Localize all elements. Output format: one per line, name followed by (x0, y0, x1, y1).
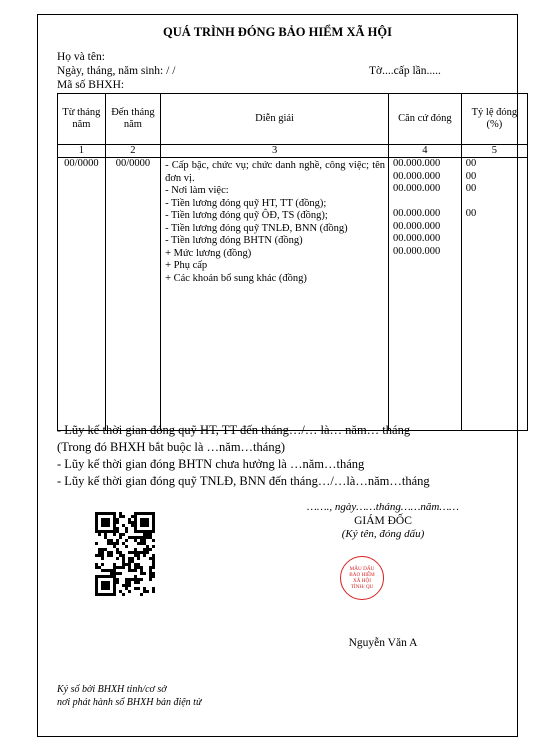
description-line: + Mức lương (đồng) (165, 247, 252, 259)
rate-cell (461, 158, 527, 431)
qr-module (101, 554, 104, 557)
description-line: - Tiền lương đóng quỹ ÔĐ, TS (đồng); (165, 210, 328, 221)
qr-module (134, 551, 137, 554)
signature-instruction: (Ký tên, đóng dấu) (341, 528, 425, 540)
qr-module (140, 593, 143, 596)
qr-module (110, 572, 113, 575)
qr-module (122, 542, 125, 545)
qr-module (125, 584, 128, 587)
qr-module (110, 554, 113, 557)
qr-module (104, 569, 107, 572)
qr-module (134, 578, 137, 581)
qr-module (116, 530, 119, 533)
qr-module (95, 554, 98, 557)
qr-module (140, 536, 143, 539)
qr-module (113, 566, 116, 569)
qr-module (116, 518, 119, 521)
header-from: Từ tháng năm (58, 94, 106, 145)
rate-value: 00 (465, 183, 477, 194)
qr-module (101, 548, 104, 551)
official-stamp (340, 556, 384, 600)
column-number: 4 (389, 145, 462, 158)
rate-value: 00 (465, 170, 477, 182)
qr-finder-core (140, 518, 149, 527)
qr-module (146, 545, 149, 548)
qr-module (137, 536, 140, 539)
qr-module (122, 533, 125, 536)
qr-module (128, 563, 131, 566)
signer-name: Nguyễn Văn A (348, 637, 418, 649)
qr-module (152, 560, 155, 563)
column-number: 1 (58, 145, 106, 158)
header-description: Diễn giải (161, 94, 389, 145)
column-number: 5 (461, 145, 527, 158)
qr-module (107, 569, 110, 572)
qr-module (113, 545, 116, 548)
qr-module (152, 587, 155, 590)
qr-module (128, 518, 131, 521)
qr-module (119, 515, 122, 518)
qr-module (122, 557, 125, 560)
qr-module (134, 575, 137, 578)
qr-module (149, 557, 152, 560)
summary-block (57, 422, 430, 490)
qr-module (152, 575, 155, 578)
qr-module (128, 578, 131, 581)
basis-value: 00.000.000 (393, 170, 441, 182)
qr-module (152, 566, 155, 569)
qr-module (128, 581, 131, 584)
qr-module (149, 533, 152, 536)
qr-module (146, 548, 149, 551)
qr-module (95, 542, 98, 545)
basis-value: 00.000.000 (393, 220, 441, 232)
qr-module (116, 581, 119, 584)
name-label: Họ và tên: (57, 51, 105, 63)
qr-module (110, 569, 113, 572)
qr-module (152, 554, 155, 557)
basis-value: 00.000.000 (393, 158, 441, 169)
dob-label: Ngày, tháng, năm sinh: / / (57, 65, 176, 77)
qr-module (131, 578, 134, 581)
qr-module (137, 542, 140, 545)
rate-value: 00 (465, 208, 477, 219)
basis-value: 00.000.000 (393, 183, 441, 194)
description-line: - Tiền lương đóng quỹ TNLĐ, BNN (đồng) (165, 222, 348, 234)
summary-line: - Lũy kế thời gian đóng BHTN chưa hưởng là …năm…tháng (57, 457, 365, 471)
qr-module (119, 551, 122, 554)
qr-module (143, 539, 146, 542)
qr-module (125, 530, 128, 533)
qr-module (152, 557, 155, 560)
basis-cell (389, 158, 462, 431)
qr-module (131, 515, 134, 518)
document-title: QUÁ TRÌNH ĐÓNG BẢO HIỂM XÃ HỘI (163, 25, 392, 39)
qr-module (152, 539, 155, 542)
qr-module (122, 524, 125, 527)
table-row (58, 158, 528, 431)
qr-module (128, 551, 131, 554)
qr-module (143, 572, 146, 575)
qr-module (116, 557, 119, 560)
table-header-row (58, 94, 528, 145)
qr-module (125, 545, 128, 548)
description-line: + Các khoản bổ sung khác (đồng) (165, 272, 307, 284)
description-cell (161, 158, 389, 431)
qr-module (143, 533, 146, 536)
qr-module (152, 545, 155, 548)
qr-module (107, 551, 110, 554)
from-date: 00/0000 (58, 158, 106, 431)
qr-module (101, 557, 104, 560)
qr-module (116, 521, 119, 524)
basis-value: 00.000.000 (393, 233, 441, 244)
qr-module (95, 563, 98, 566)
qr-finder-core (101, 581, 110, 590)
qr-module (122, 554, 125, 557)
qr-module (137, 566, 140, 569)
qr-module (116, 551, 119, 554)
qr-module (131, 557, 134, 560)
qr-module (137, 587, 140, 590)
summary-line: - Lũy kế thời gian đóng quỹ HT, TT đến tháng…/… là… năm… tháng (57, 423, 411, 437)
qr-module (137, 578, 140, 581)
qr-module (149, 578, 152, 581)
contribution-table (57, 93, 528, 431)
qr-module (146, 551, 149, 554)
summary-line: - Lũy kế thời gian đóng quỹ TNLĐ, BNN đến tháng…/…là…năm…tháng (57, 474, 430, 488)
signature-role: GIÁM ĐỐC (354, 515, 412, 527)
qr-module (140, 542, 143, 545)
footer-line-1: Ký số bởi BHXH tỉnh/cơ sở (57, 684, 167, 695)
qr-module (143, 587, 146, 590)
footer-line-2: nơi phát hành sổ BHXH bản điện tử (57, 697, 202, 708)
qr-module (95, 566, 98, 569)
qr-module (128, 557, 131, 560)
qr-module (128, 536, 131, 539)
column-number: 2 (105, 145, 160, 158)
summary-line: (Trong đó BHXH bắt buộc là …năm…tháng) (57, 440, 285, 454)
qr-module (137, 557, 140, 560)
qr-module (119, 536, 122, 539)
qr-module (149, 575, 152, 578)
qr-module (152, 572, 155, 575)
qr-module (125, 563, 128, 566)
qr-module (143, 536, 146, 539)
qr-module (119, 566, 122, 569)
basis-value: 00.000.000 (393, 245, 441, 257)
qr-module (125, 578, 128, 581)
qr-module (143, 551, 146, 554)
qr-module (125, 587, 128, 590)
qr-module (134, 536, 137, 539)
qr-module (146, 590, 149, 593)
header-basis: Căn cứ đóng (389, 94, 462, 145)
qr-module (128, 584, 131, 587)
document-page (37, 14, 518, 737)
qr-module (101, 551, 104, 554)
qr-module (149, 536, 152, 539)
qr-module (101, 569, 104, 572)
qr-module (119, 533, 122, 536)
rate-value: 00 (465, 158, 477, 169)
qr-module (134, 587, 137, 590)
qr-module (104, 548, 107, 551)
qr-module (113, 533, 116, 536)
qr-module (116, 566, 119, 569)
qr-module (125, 527, 128, 530)
qr-module (137, 581, 140, 584)
qr-module (113, 572, 116, 575)
qr-module (134, 539, 137, 542)
qr-module (149, 566, 152, 569)
qr-module (122, 584, 125, 587)
qr-module (107, 542, 110, 545)
qr-module (149, 569, 152, 572)
qr-module (128, 560, 131, 563)
qr-module (119, 512, 122, 515)
qr-module (128, 590, 131, 593)
qr-module (152, 590, 155, 593)
qr-module (119, 590, 122, 593)
qr-module (131, 560, 134, 563)
qr-module (98, 551, 101, 554)
qr-module (134, 554, 137, 557)
description-line: + Phụ cấp (165, 260, 208, 271)
qr-module (101, 563, 104, 566)
qr-module (122, 566, 125, 569)
qr-module (134, 569, 137, 572)
qr-module (128, 521, 131, 524)
qr-module (131, 524, 134, 527)
qr-module (104, 533, 107, 536)
qr-module (140, 539, 143, 542)
qr-module (98, 554, 101, 557)
bhxh-label: Mã số BHXH: (57, 79, 125, 91)
qr-module (125, 539, 128, 542)
description-line: - Cấp bậc, chức vụ; chức danh nghề, công việc; tên đơn vị. (165, 160, 386, 184)
qr-module (116, 578, 119, 581)
description-line: - Nơi làm việc: (165, 185, 229, 196)
qr-module (116, 548, 119, 551)
qr-module (128, 566, 131, 569)
column-number: 3 (161, 145, 389, 158)
qr-module (152, 563, 155, 566)
qr-module (119, 572, 122, 575)
qr-module (113, 563, 116, 566)
qr-module (98, 566, 101, 569)
qr-module (137, 554, 140, 557)
qr-module (122, 560, 125, 563)
qr-module (134, 563, 137, 566)
qr-module (143, 542, 146, 545)
qr-module (140, 551, 143, 554)
qr-module (134, 548, 137, 551)
qr-module (107, 539, 110, 542)
qr-module (107, 554, 110, 557)
qr-module (143, 554, 146, 557)
qr-module (143, 548, 146, 551)
description-line: - Tiền lương đóng quỹ HT, TT (đồng); (165, 197, 327, 209)
qr-module (98, 533, 101, 536)
qr-module (137, 551, 140, 554)
to-date: 00/0000 (105, 158, 160, 431)
qr-module (134, 581, 137, 584)
qr-module (131, 536, 134, 539)
sheet-label: Tờ....cấp lần..... (369, 65, 441, 77)
qr-module (140, 578, 143, 581)
qr-module (104, 536, 107, 539)
qr-module (122, 563, 125, 566)
qr-finder-core (101, 518, 110, 527)
qr-module (134, 566, 137, 569)
qr-module (143, 590, 146, 593)
qr-module (119, 554, 122, 557)
qr-module (116, 542, 119, 545)
qr-module (128, 569, 131, 572)
header-to: Đến tháng năm (105, 94, 160, 145)
qr-module (116, 572, 119, 575)
column-number-row (58, 145, 528, 158)
qr-module (110, 551, 113, 554)
qr-module (146, 536, 149, 539)
basis-value: 00.000.000 (393, 208, 441, 219)
qr-module (122, 593, 125, 596)
qr-module (110, 539, 113, 542)
qr-module (149, 572, 152, 575)
qr-module (140, 572, 143, 575)
header-rate: Tỷ lệ đóng (%) (461, 94, 527, 145)
signature-date: ……., ngày……tháng……năm…… (307, 501, 459, 513)
qr-module (98, 548, 101, 551)
qr-module (140, 566, 143, 569)
qr-module (113, 542, 116, 545)
qr-module (113, 569, 116, 572)
qr-module (131, 569, 134, 572)
qr-module (131, 551, 134, 554)
description-line: - Tiền lương đóng BHTN (đồng) (165, 235, 303, 246)
qr-module (116, 539, 119, 542)
qr-code-icon (95, 512, 155, 596)
qr-module (122, 515, 125, 518)
qr-module (131, 521, 134, 524)
qr-module (146, 533, 149, 536)
qr-module (140, 569, 143, 572)
qr-module (137, 563, 140, 566)
qr-module (116, 527, 119, 530)
qr-module (125, 581, 128, 584)
stamp-text: MẪU DẤU BẢO HIỂM XÃ HỘI TỈNH/ QU (349, 566, 375, 590)
qr-module (149, 548, 152, 551)
qr-module (110, 542, 113, 545)
